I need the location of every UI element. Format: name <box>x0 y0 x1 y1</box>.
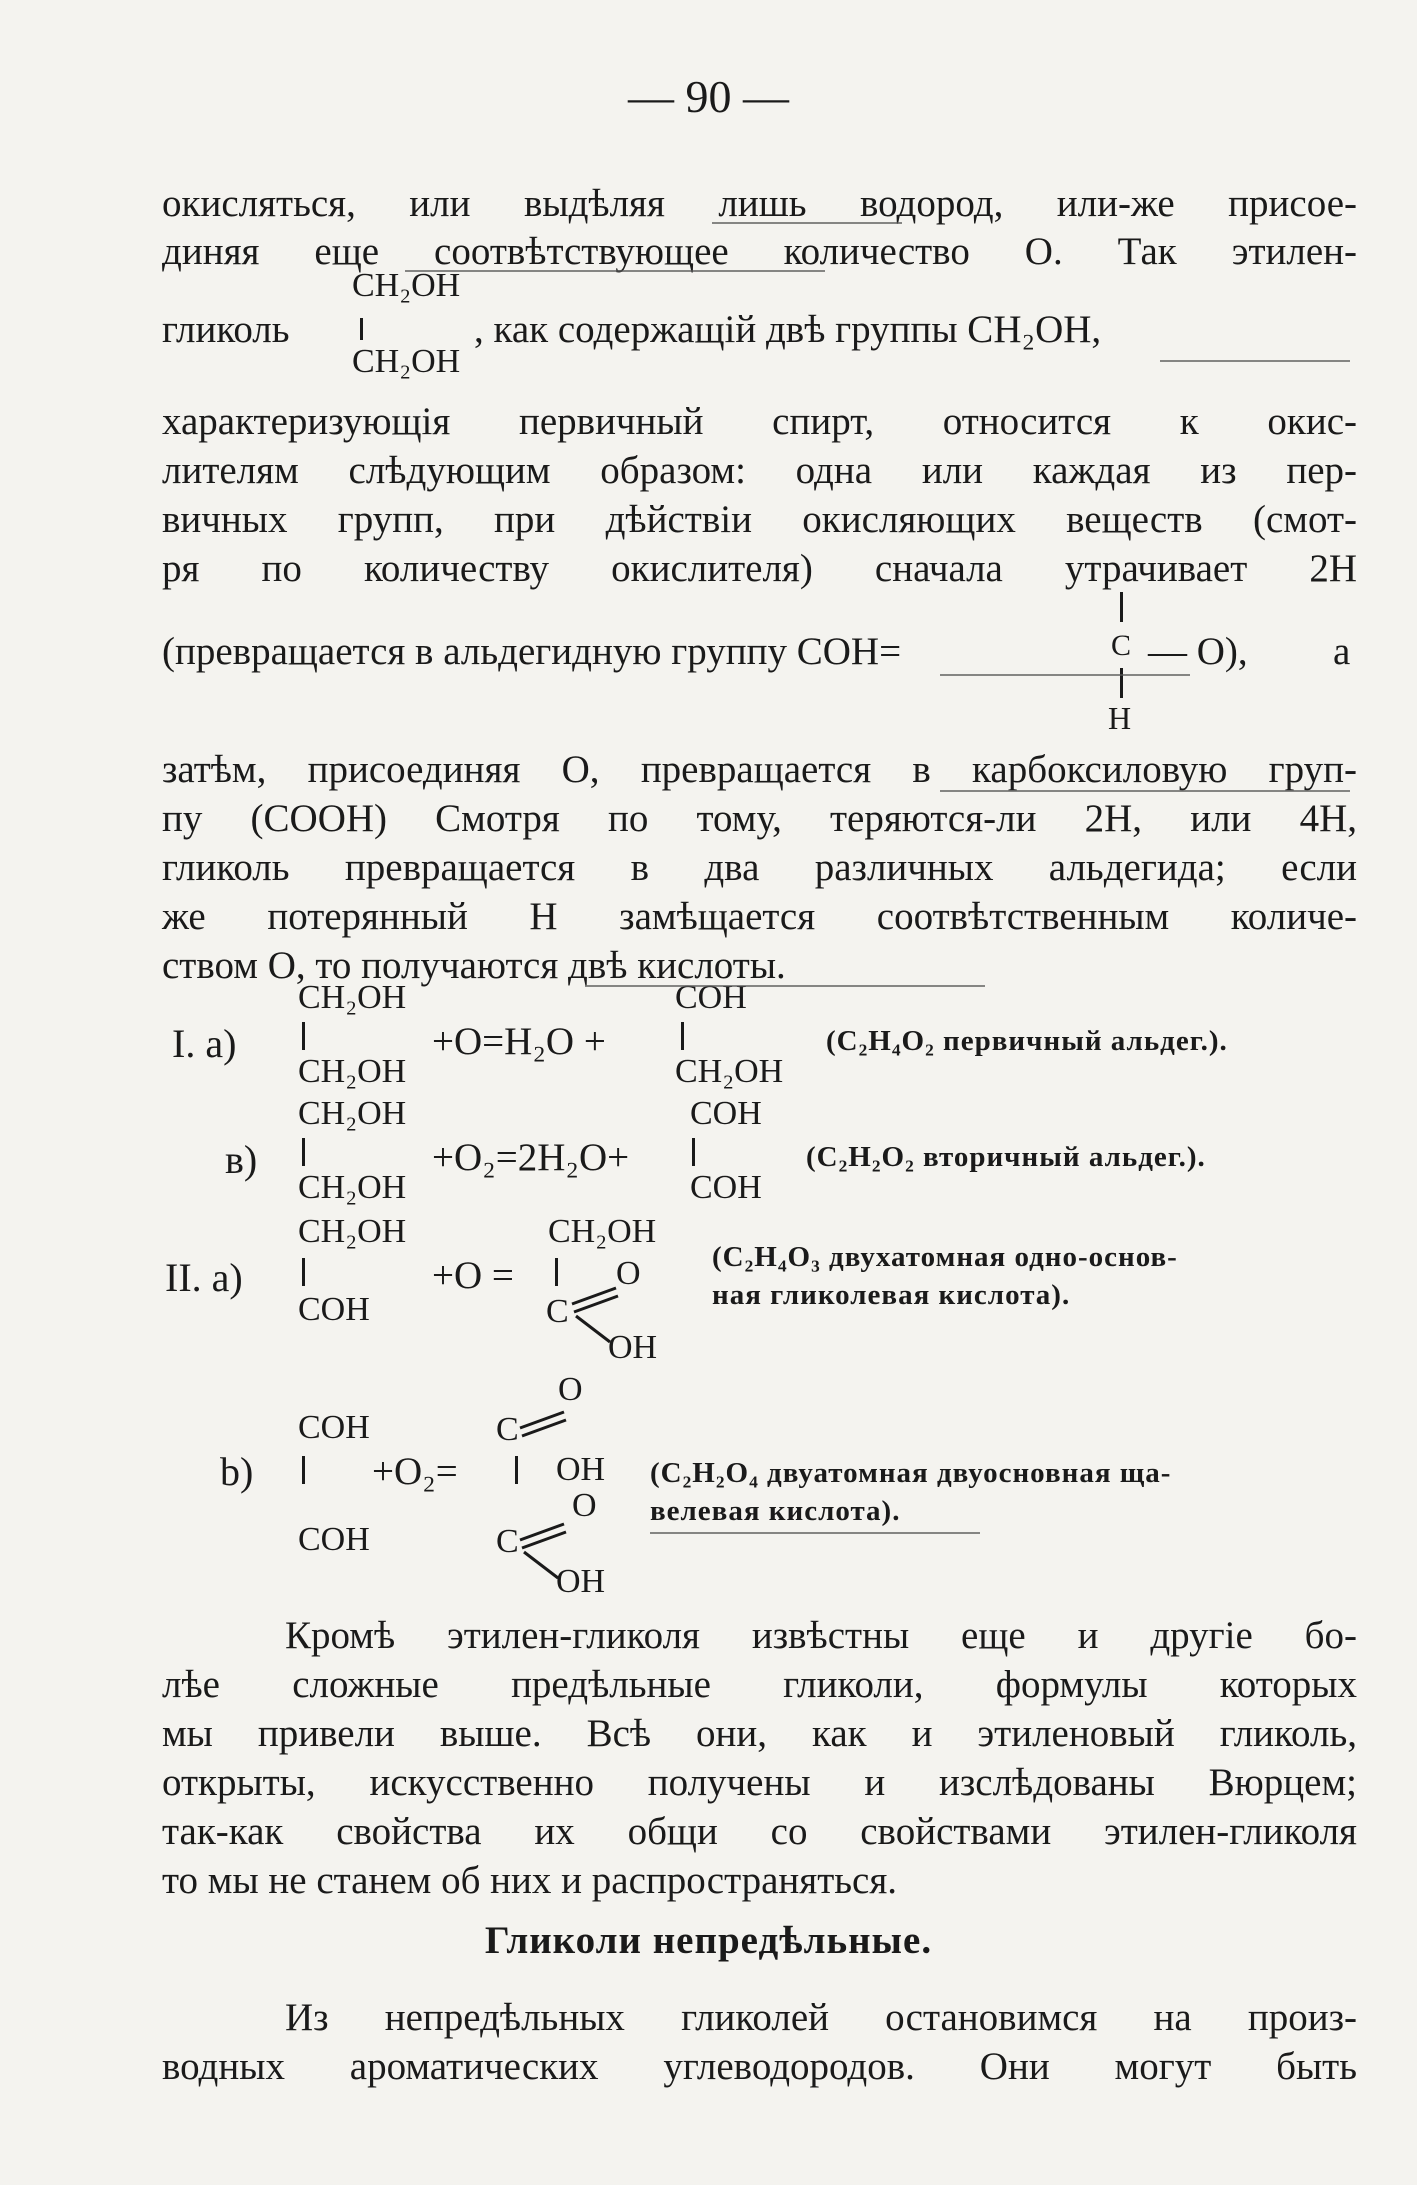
pencil-underline <box>940 790 1350 792</box>
bond-line <box>302 1456 305 1484</box>
text-line: ством O, то получаются двѣ кислоты. <box>162 944 786 987</box>
reaction-iia-carbon: C <box>546 1293 569 1330</box>
reaction-ib-right-bottom: COH <box>690 1169 762 1206</box>
text-line: диняя еще соотвѣтствующее количество O. Так этилен- <box>162 230 1357 273</box>
text-line: лителям слѣдующим образом: одна или каждая из пер- <box>162 449 1357 492</box>
bond-line <box>1120 592 1123 622</box>
aldehyde-text: (превращается в альдегидную группу COH= <box>162 630 902 673</box>
reaction-iia-left-top: CH₂OH <box>298 1213 407 1250</box>
reaction-iib-carbon-top: C <box>496 1411 519 1448</box>
pencil-underline <box>650 1532 980 1534</box>
reaction-iia-note-line1: (C₂H₄O₃ двухатомная одно-основ- <box>712 1241 1178 1273</box>
reaction-ia-label: I. a) <box>172 1021 237 1066</box>
text-line: пу (COOH) Смотря по тому, теряются-ли 2H, или 4H, <box>162 797 1357 840</box>
reaction-ia-left-bottom: CH₂OH <box>298 1053 407 1090</box>
reaction-iib-label: b) <box>220 1449 254 1494</box>
text-line: затѣм, присоединяя O, превращается в карбоксиловую груп- <box>162 748 1357 791</box>
reaction-iib-oxygen-top: O <box>558 1371 583 1408</box>
reaction-iib-note-line1: (C₂H₂O₄ двуатомная двуосновная ща- <box>650 1457 1172 1489</box>
aldehyde-after: — O), <box>1148 630 1248 673</box>
reaction-ib-label: в) <box>225 1137 258 1182</box>
reaction-iia-label: II. a) <box>165 1255 243 1300</box>
reaction-iib-left-bottom: COH <box>298 1521 370 1558</box>
reaction-ia-middle: +O=H₂O + <box>432 1020 606 1063</box>
glycol-suffix: , как содержащій двѣ группы CH₂OH, <box>474 308 1102 351</box>
reaction-iib-carbon-bottom: C <box>496 1523 519 1560</box>
text-line: ря по количеству окислителя) сначала утрачивает 2H <box>162 547 1357 590</box>
double-bond-lines <box>520 1404 580 1454</box>
reaction-ib-left-top: CH₂OH <box>298 1095 407 1132</box>
reaction-ia-left-top: CH₂OH <box>298 979 407 1016</box>
text-line: лѣе сложные предѣльные гликоли, формулы которых <box>162 1663 1357 1706</box>
carbon-atom: C <box>1111 629 1132 662</box>
reaction-iib-hydroxyl-bottom: OH <box>556 1563 606 1600</box>
text-line: то мы не станем об них и распространяться. <box>162 1859 898 1902</box>
text-line: окисляться, или выдѣляя лишь водород, или-же присое- <box>162 182 1357 225</box>
reaction-iib-hydroxyl-top: OH <box>556 1451 606 1488</box>
pencil-underline <box>940 674 1190 676</box>
bond-line <box>692 1138 695 1166</box>
reaction-iia-note-line2: ная гликолевая кислота). <box>712 1279 1071 1311</box>
bond-line <box>302 1138 305 1166</box>
text-line: вичных групп, при дѣйствіи окисляющих веществ (смот- <box>162 498 1357 541</box>
reaction-ia-note: (C₂H₄O₂ первичный альдег.). <box>826 1025 1228 1057</box>
reaction-ib-right-top: COH <box>690 1095 762 1132</box>
reaction-ib-note: (C₂H₂O₂ вторичный альдег.). <box>806 1141 1206 1173</box>
glycol-word: гликоль <box>162 308 290 351</box>
page-number: — 90 — <box>628 71 789 122</box>
reaction-iib-left-top: COH <box>298 1409 370 1446</box>
text-line: мы привели выше. Всѣ они, как и этиленовый гликоль, <box>162 1712 1357 1755</box>
bond-line <box>302 1258 305 1286</box>
bond-line <box>360 318 363 340</box>
section-heading: Гликоли непредѣльные. <box>484 1919 933 1962</box>
pencil-underline <box>585 985 985 987</box>
text-line: же потерянный H замѣщается соотвѣтственным количе- <box>162 895 1357 938</box>
pencil-underline <box>1160 360 1350 362</box>
reaction-iib-middle: +O₂= <box>372 1450 458 1493</box>
reaction-iia-right-top: CH₂OH <box>548 1213 657 1250</box>
reaction-ia-right-bottom: CH₂OH <box>675 1053 784 1090</box>
reaction-iib-note-line2: велевая кислота). <box>650 1495 901 1527</box>
pencil-underline <box>712 222 902 224</box>
bond-line <box>302 1022 305 1050</box>
reaction-iia-hydroxyl: OH <box>608 1329 658 1366</box>
text-line: открыты, искусственно получены и изслѣдованы Вюрцем; <box>162 1761 1357 1804</box>
text-line: так-как свойства их общи со свойствами этилен-гликоля <box>162 1810 1357 1853</box>
text-line: гликоль превращается в два различных альдегида; если <box>162 846 1357 889</box>
text-line: Из непредѣльных гликолей остановимся на произ- <box>285 1996 1357 2039</box>
bond-line <box>515 1456 518 1484</box>
text-line: водных ароматических углеводородов. Они могут быть <box>162 2045 1357 2088</box>
reaction-iia-oxygen: O <box>616 1255 641 1292</box>
text-line: характеризующія первичный спирт, относится к окис- <box>162 400 1357 443</box>
pencil-underline <box>405 270 825 272</box>
bond-line <box>681 1022 684 1050</box>
reaction-ib-left-bottom: CH₂OH <box>298 1169 407 1206</box>
reaction-ia-right-top: COH <box>675 979 747 1016</box>
formula-top: CH₂OH <box>352 267 461 304</box>
hydrogen-atom: H <box>1108 700 1132 736</box>
bond-line <box>1120 668 1123 698</box>
reaction-iia-middle: +O = <box>432 1254 514 1297</box>
reaction-iib-oxygen-bottom: O <box>572 1487 597 1524</box>
formula-bottom: CH₂OH <box>352 343 461 380</box>
text-line: Кромѣ этилен-гликоля извѣстны еще и другіе бо- <box>285 1614 1357 1657</box>
reaction-ib-middle: +O₂=2H₂O+ <box>432 1136 630 1179</box>
reaction-iia-left-bottom: COH <box>298 1291 370 1328</box>
aldehyde-last: а <box>1333 630 1351 673</box>
bond-line <box>555 1258 558 1286</box>
